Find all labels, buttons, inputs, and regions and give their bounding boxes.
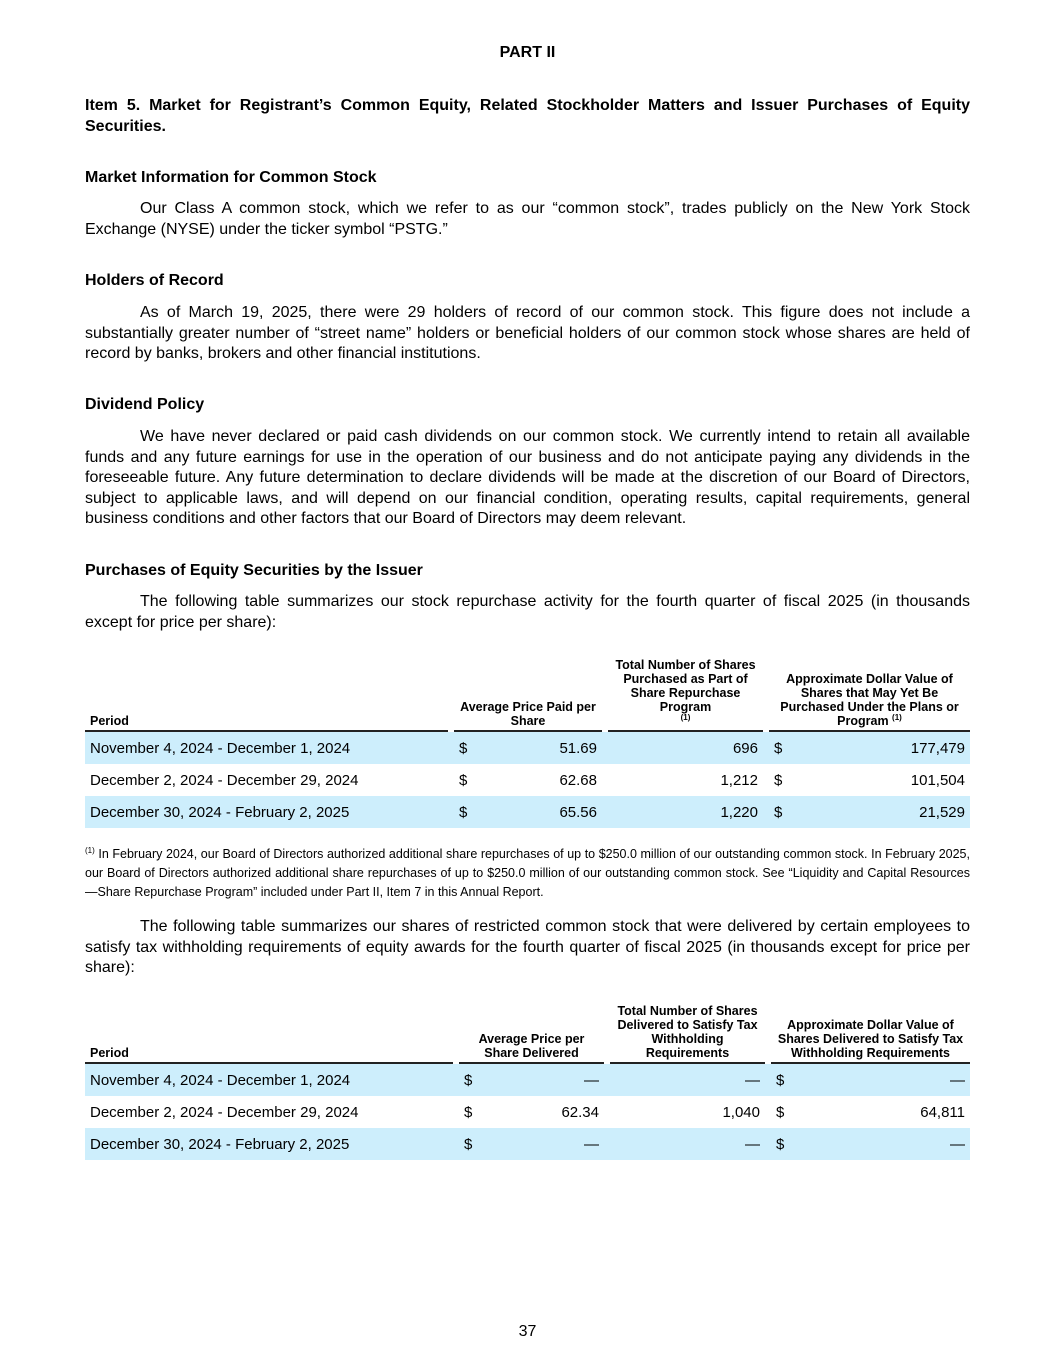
cell-value: 64,811 xyxy=(920,1103,965,1121)
item-title: Item 5. Market for Registrant’s Common Equity, Related Stockholder Matters and Issuer Purchases of Equity Securities. xyxy=(85,97,970,135)
table-row xyxy=(85,764,970,796)
table-row xyxy=(85,1096,970,1128)
cell-avg-price: — xyxy=(487,1128,604,1160)
cell-period: November 4, 2024 - December 1, 2024 xyxy=(85,1064,453,1096)
header-period: Period xyxy=(85,1004,453,1064)
dividend-heading: Dividend Policy xyxy=(85,396,205,413)
holders-heading: Holders of Record xyxy=(85,272,224,289)
cell-dollar-sign: $ xyxy=(454,796,482,828)
cell-avg-price: 62.68 xyxy=(559,771,597,789)
header-avg-price: Average Price Paid per Share xyxy=(454,658,602,732)
cell-dollar-sign: $ xyxy=(454,732,482,764)
cell-avg-price: 51.69 xyxy=(482,732,602,764)
cell-shares: 1,040 xyxy=(722,1103,760,1121)
cell-value: 21,529 xyxy=(797,796,970,828)
purchases-heading: Purchases of Equity Securities by the Issuer xyxy=(85,562,423,579)
footnote-marker: (1) xyxy=(680,712,691,722)
withholding-intro: The following table summarizes our shares of restricted common stock that were delivered by certain employees to satisfy tax withholding requirements of equity awards for the fourth quarter of fiscal 2025 (in thousands except for price per share): xyxy=(85,918,970,976)
table-header-row xyxy=(85,1004,970,1064)
cell-dollar-sign: $ xyxy=(459,1064,487,1096)
header-approx-value: Approximate Dollar Value of Shares Delivered to Satisfy Tax Withholding Requirements xyxy=(771,1004,970,1064)
footnote-marker: (1) xyxy=(85,845,95,855)
cell-period: December 2, 2024 - December 29, 2024 xyxy=(90,771,359,789)
cell-avg-price: 62.34 xyxy=(561,1103,599,1121)
cell-dollar-sign: $ xyxy=(459,771,468,789)
cell-value: — xyxy=(799,1128,970,1160)
cell-avg-price: 65.56 xyxy=(482,796,602,828)
cell-shares: 1,212 xyxy=(720,771,758,789)
header-period: Period xyxy=(85,658,448,732)
cell-period: December 30, 2024 - February 2, 2025 xyxy=(85,796,448,828)
cell-dollar-sign: $ xyxy=(774,771,783,789)
purchases-intro: The following table summarizes our stock repurchase activity for the fourth quarter of fiscal 2025 (in thousands except for price per share): xyxy=(85,593,970,631)
table-header-row xyxy=(85,658,970,732)
header-total-shares: Total Number of Shares Delivered to Satisfy Tax Withholding Requirements xyxy=(610,1004,765,1064)
table-row xyxy=(85,796,970,828)
cell-dollar-sign: $ xyxy=(769,732,797,764)
cell-dollar-sign: $ xyxy=(776,1103,785,1121)
part-title: PART II xyxy=(499,44,556,61)
cell-shares: — xyxy=(610,1128,765,1160)
cell-dollar-sign: $ xyxy=(771,1064,799,1096)
dividend-text: We have never declared or paid cash dividends on our common stock. We currently intend to retain all available funds and any future earnings for use in the operation of our business and do not anticipate paying any dividends in the foreseeable future. Any future determination to declare dividends will be made at the discretion of our Board of Directors, subject to applicable laws, and will depend on our financial condition, operating results, capital requirements, general business conditions and other factors that our Board of Directors may deem relevant. xyxy=(85,428,970,527)
cell-dollar-sign: $ xyxy=(459,1128,487,1160)
cell-period: November 4, 2024 - December 1, 2024 xyxy=(85,732,448,764)
withholding-table xyxy=(85,1004,970,1160)
table-row xyxy=(85,1064,970,1096)
cell-shares: — xyxy=(610,1064,765,1096)
cell-dollar-sign: $ xyxy=(769,796,797,828)
cell-shares: 696 xyxy=(608,732,763,764)
header-total-shares: Total Number of Shares Purchased as Part of Share Repurchase Program $^{(1)}$ xyxy=(608,658,763,732)
cell-value: — xyxy=(799,1064,970,1096)
cell-dollar-sign: $ xyxy=(464,1103,473,1121)
table-row xyxy=(85,1128,970,1160)
header-approx-value: Approximate Dollar Value of Shares that May Yet Be Purchased Under the Plans or Program $^{(1)}$ xyxy=(769,658,970,732)
cell-value: 101,504 xyxy=(910,771,965,789)
repurchase-table xyxy=(85,658,970,828)
cell-dollar-sign: $ xyxy=(771,1128,799,1160)
header-avg-price: Average Price per Share Delivered xyxy=(459,1004,604,1064)
cell-period: December 2, 2024 - December 29, 2024 xyxy=(90,1103,359,1121)
market-info-heading: Market Information for Common Stock xyxy=(85,169,377,186)
footnote-marker: (1) xyxy=(892,712,902,722)
cell-value: 177,479 xyxy=(797,732,970,764)
cell-shares: 1,220 xyxy=(608,796,763,828)
table-row xyxy=(85,732,970,764)
holders-text: As of March 19, 2025, there were 29 holders of record of our common stock. This figure does not include a substantially greater number of “street name” holders or beneficial holders of our common stock whose shares are held of record by banks, brokers and other financial institutions. xyxy=(85,304,970,362)
cell-avg-price: — xyxy=(487,1064,604,1096)
page-number: 37 xyxy=(518,1323,537,1340)
repurchase-footnote: $^{(1)}$ In February 2024, our Board of Directors authorized additional share repurchases of up to $250.0 million of our outstanding common stock. In February 2025, our Board of Directors authorized additional share repurchases of up to $250.0 million of our outstanding common stock. See “Liquidity and Capital Resources—Share Repurchase Program” included under Part II, Item 7 in this Annual Report. xyxy=(85,845,970,899)
market-info-text: Our Class A common stock, which we refer to as our “common stock”, trades publicly on the New York Stock Exchange (NYSE) under the ticker symbol “PSTG.” xyxy=(85,200,970,238)
cell-period: December 30, 2024 - February 2, 2025 xyxy=(85,1128,453,1160)
